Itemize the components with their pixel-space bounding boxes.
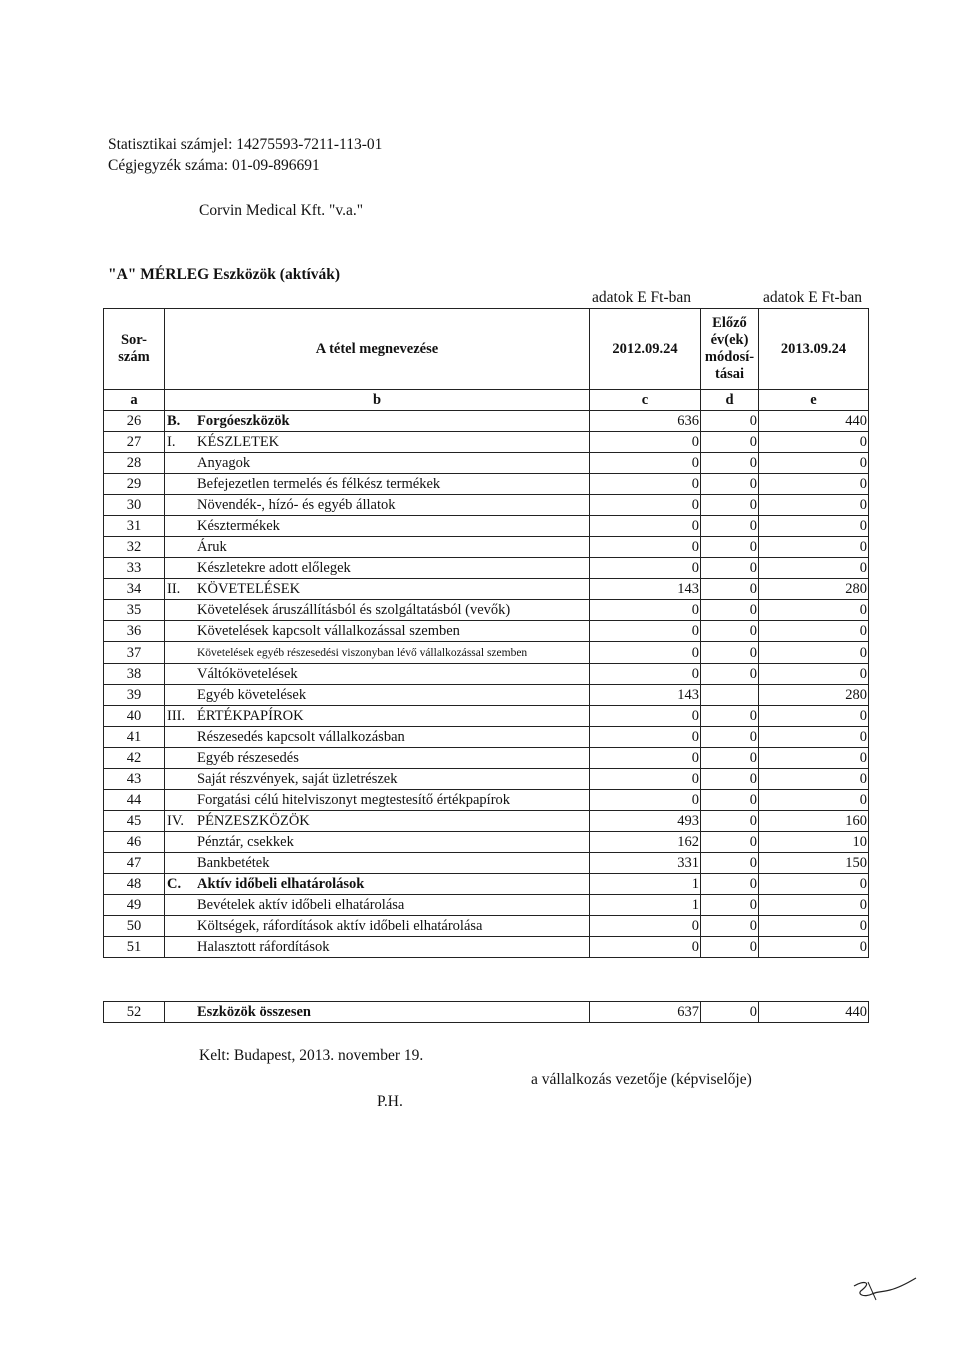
row-number: 29 bbox=[104, 474, 165, 495]
row-modification-value: 0 bbox=[701, 411, 759, 432]
row-modification-value: 0 bbox=[701, 811, 759, 832]
row-label bbox=[165, 937, 590, 958]
total-table bbox=[103, 1001, 869, 1023]
row-current-value: 0 bbox=[759, 474, 869, 495]
row-label-text: Növendék-, hízó- és egyéb állatok bbox=[197, 497, 396, 513]
row-number: 27 bbox=[104, 432, 165, 453]
row-number: 43 bbox=[104, 769, 165, 790]
row-label bbox=[165, 558, 590, 579]
row-current-value: 0 bbox=[759, 790, 869, 811]
row-prev-value: 0 bbox=[590, 621, 701, 642]
row-label bbox=[165, 642, 590, 664]
row-current-value: 0 bbox=[759, 642, 869, 664]
company-registration-number: Cégjegyzék száma: 01-09-896691 bbox=[108, 157, 320, 174]
row-number: 40 bbox=[104, 706, 165, 727]
row-modification-value: 0 bbox=[701, 790, 759, 811]
row-number: 45 bbox=[104, 811, 165, 832]
table-row bbox=[104, 685, 869, 706]
row-label-text: Váltókövetelések bbox=[197, 666, 298, 682]
table-row bbox=[104, 432, 869, 453]
row-modification-value: 0 bbox=[701, 895, 759, 916]
row-current-value: 0 bbox=[759, 537, 869, 558]
row-number: 33 bbox=[104, 558, 165, 579]
row-number: 48 bbox=[104, 874, 165, 895]
table-row bbox=[104, 664, 869, 685]
row-label bbox=[165, 579, 590, 600]
row-modification-value: 0 bbox=[701, 748, 759, 769]
row-label-text: Befejezetlen termelés és félkész termékek bbox=[197, 476, 441, 492]
col-header-sorszam: Sor- szám bbox=[104, 309, 165, 390]
total-row-prev: 637 bbox=[590, 1002, 701, 1023]
row-prev-value: 0 bbox=[590, 727, 701, 748]
row-label-text: KÉSZLETEK bbox=[197, 434, 280, 450]
row-current-value: 160 bbox=[759, 811, 869, 832]
balance-sheet-rows bbox=[104, 411, 869, 958]
row-label bbox=[165, 621, 590, 642]
row-label-text: Forgóeszközök bbox=[197, 413, 290, 429]
table-row bbox=[104, 790, 869, 811]
row-prefix: III. bbox=[167, 708, 186, 724]
col-header-modifications: Előző év(ek) módosí- tásai bbox=[701, 309, 759, 390]
row-prefix: II. bbox=[167, 581, 181, 597]
row-label bbox=[165, 790, 590, 811]
row-modification-value: 0 bbox=[701, 537, 759, 558]
row-prev-value: 0 bbox=[590, 495, 701, 516]
row-number: 42 bbox=[104, 748, 165, 769]
row-number: 30 bbox=[104, 495, 165, 516]
row-label bbox=[165, 706, 590, 727]
table-row bbox=[104, 537, 869, 558]
table-row bbox=[104, 453, 869, 474]
row-number: 32 bbox=[104, 537, 165, 558]
total-row-curr: 440 bbox=[759, 1002, 869, 1023]
row-number: 49 bbox=[104, 895, 165, 916]
row-current-value: 0 bbox=[759, 516, 869, 537]
row-modification-value: 0 bbox=[701, 853, 759, 874]
row-label-text: Halasztott ráfordítások bbox=[197, 939, 330, 955]
row-label-text: Anyagok bbox=[197, 455, 251, 471]
row-label bbox=[165, 727, 590, 748]
row-current-value: 280 bbox=[759, 685, 869, 706]
row-label bbox=[165, 916, 590, 937]
total-row bbox=[104, 1002, 869, 1023]
row-label-text: Áruk bbox=[197, 539, 227, 555]
table-row bbox=[104, 853, 869, 874]
row-number: 26 bbox=[104, 411, 165, 432]
row-modification-value: 0 bbox=[701, 516, 759, 537]
row-label-text: PÉNZESZKÖZÖK bbox=[197, 813, 310, 829]
row-label-text: Késztermékek bbox=[197, 518, 280, 534]
row-label-text: Követelések kapcsolt vállalkozással szemben bbox=[197, 623, 460, 639]
unit-label-right: adatok E Ft-ban bbox=[763, 289, 863, 306]
row-prev-value: 143 bbox=[590, 579, 701, 600]
row-current-value: 0 bbox=[759, 621, 869, 642]
row-label-text: Forgatási célú hitelviszonyt megtestesítő értékpapírok bbox=[197, 792, 511, 808]
row-label-text: Egyéb követelések bbox=[197, 687, 307, 703]
table-row bbox=[104, 642, 869, 664]
unit-label-left: adatok E Ft-ban bbox=[592, 289, 692, 306]
row-label bbox=[165, 453, 590, 474]
row-label-text: KÖVETELÉSEK bbox=[197, 581, 301, 597]
row-prefix: C. bbox=[167, 876, 182, 892]
row-prefix: I. bbox=[167, 434, 176, 450]
row-prev-value: 493 bbox=[590, 811, 701, 832]
row-current-value: 0 bbox=[759, 895, 869, 916]
row-prev-value: 0 bbox=[590, 432, 701, 453]
total-row-number: 52 bbox=[104, 1002, 165, 1023]
col-code-d: d bbox=[701, 390, 759, 411]
row-prev-value: 0 bbox=[590, 916, 701, 937]
row-number: 50 bbox=[104, 916, 165, 937]
row-label bbox=[165, 853, 590, 874]
row-current-value: 280 bbox=[759, 579, 869, 600]
row-label-text: Követelések egyéb részesedési viszonyban lévő vállalkozással szemben bbox=[197, 647, 528, 659]
row-prev-value: 0 bbox=[590, 769, 701, 790]
total-row-mod: 0 bbox=[701, 1002, 759, 1023]
row-current-value: 0 bbox=[759, 664, 869, 685]
row-number: 46 bbox=[104, 832, 165, 853]
row-label bbox=[165, 874, 590, 895]
row-label bbox=[165, 474, 590, 495]
col-header-name: A tétel megnevezése bbox=[165, 309, 590, 390]
table-row bbox=[104, 937, 869, 958]
row-modification-value: 0 bbox=[701, 937, 759, 958]
row-prev-value: 331 bbox=[590, 853, 701, 874]
table-row bbox=[104, 874, 869, 895]
row-label-text: Bevételek aktív időbeli elhatárolása bbox=[197, 897, 405, 913]
row-current-value: 0 bbox=[759, 495, 869, 516]
row-prev-value: 0 bbox=[590, 558, 701, 579]
row-current-value: 0 bbox=[759, 769, 869, 790]
row-label bbox=[165, 537, 590, 558]
table-row bbox=[104, 811, 869, 832]
row-current-value: 10 bbox=[759, 832, 869, 853]
row-label bbox=[165, 495, 590, 516]
row-label bbox=[165, 411, 590, 432]
row-prev-value: 162 bbox=[590, 832, 701, 853]
row-label-text: ÉRTÉKPAPÍROK bbox=[197, 708, 304, 724]
row-prev-value: 0 bbox=[590, 748, 701, 769]
row-number: 41 bbox=[104, 727, 165, 748]
row-modification-value: 0 bbox=[701, 642, 759, 664]
row-modification-value: 0 bbox=[701, 621, 759, 642]
representative-label: a vállalkozás vezetője (képviselője) bbox=[531, 1071, 752, 1088]
row-modification-value: 0 bbox=[701, 664, 759, 685]
col-code-b: b bbox=[165, 390, 590, 411]
table-row bbox=[104, 600, 869, 621]
row-number: 47 bbox=[104, 853, 165, 874]
balance-sheet-table bbox=[103, 308, 869, 958]
table-row bbox=[104, 895, 869, 916]
table-row bbox=[104, 411, 869, 432]
row-number: 51 bbox=[104, 937, 165, 958]
table-row bbox=[104, 579, 869, 600]
row-label bbox=[165, 895, 590, 916]
row-modification-value: 0 bbox=[701, 706, 759, 727]
row-modification-value: 0 bbox=[701, 558, 759, 579]
signature-mark bbox=[850, 1272, 920, 1312]
table-row bbox=[104, 832, 869, 853]
row-number: 39 bbox=[104, 685, 165, 706]
table-row bbox=[104, 516, 869, 537]
row-current-value: 0 bbox=[759, 727, 869, 748]
row-number: 28 bbox=[104, 453, 165, 474]
row-current-value: 0 bbox=[759, 706, 869, 727]
place-and-date: Kelt: Budapest, 2013. november 19. bbox=[199, 1047, 424, 1064]
row-number: 31 bbox=[104, 516, 165, 537]
row-label bbox=[165, 685, 590, 706]
row-current-value: 0 bbox=[759, 453, 869, 474]
col-header-prev-date: 2012.09.24 bbox=[590, 309, 701, 390]
row-modification-value: 0 bbox=[701, 769, 759, 790]
company-name: Corvin Medical Kft. "v.a." bbox=[199, 202, 364, 219]
row-current-value: 0 bbox=[759, 748, 869, 769]
row-modification-value: 0 bbox=[701, 832, 759, 853]
row-modification-value: 0 bbox=[701, 495, 759, 516]
row-number: 38 bbox=[104, 664, 165, 685]
ph-stamp-label: P.H. bbox=[377, 1093, 403, 1110]
column-code-row bbox=[104, 390, 869, 411]
table-row bbox=[104, 748, 869, 769]
row-label-text: Pénztár, csekkek bbox=[197, 834, 294, 850]
row-number: 36 bbox=[104, 621, 165, 642]
row-prev-value: 0 bbox=[590, 790, 701, 811]
row-current-value: 0 bbox=[759, 558, 869, 579]
row-modification-value: 0 bbox=[701, 432, 759, 453]
table-row bbox=[104, 706, 869, 727]
table-row bbox=[104, 727, 869, 748]
row-label bbox=[165, 516, 590, 537]
row-modification-value: 0 bbox=[701, 474, 759, 495]
row-prev-value: 1 bbox=[590, 895, 701, 916]
row-current-value: 0 bbox=[759, 432, 869, 453]
row-label bbox=[165, 811, 590, 832]
row-current-value: 440 bbox=[759, 411, 869, 432]
total-row-label: Eszközök összesen bbox=[165, 1002, 590, 1023]
row-label-text: Részesedés kapcsolt vállalkozásban bbox=[197, 729, 405, 745]
table-row bbox=[104, 769, 869, 790]
row-prev-value: 0 bbox=[590, 664, 701, 685]
row-label-text: Költségek, ráfordítások aktív időbeli elhatárolása bbox=[197, 918, 483, 934]
row-current-value: 0 bbox=[759, 874, 869, 895]
table-row bbox=[104, 621, 869, 642]
row-modification-value bbox=[701, 685, 759, 706]
table-row bbox=[104, 558, 869, 579]
row-prev-value: 0 bbox=[590, 937, 701, 958]
table-row bbox=[104, 916, 869, 937]
col-code-c: c bbox=[590, 390, 701, 411]
row-modification-value: 0 bbox=[701, 874, 759, 895]
row-prev-value: 1 bbox=[590, 874, 701, 895]
row-prev-value: 0 bbox=[590, 642, 701, 664]
row-label-text: Követelések áruszállításból és szolgáltatásból (vevők) bbox=[197, 602, 511, 618]
row-label-text: Bankbetétek bbox=[197, 855, 270, 871]
row-label bbox=[165, 748, 590, 769]
row-label bbox=[165, 832, 590, 853]
row-label bbox=[165, 600, 590, 621]
row-current-value: 0 bbox=[759, 916, 869, 937]
row-prefix: B. bbox=[167, 413, 181, 429]
table-row bbox=[104, 495, 869, 516]
row-modification-value: 0 bbox=[701, 579, 759, 600]
row-number: 37 bbox=[104, 642, 165, 664]
statistical-number: Statisztikai számjel: 14275593-7211-113-01 bbox=[108, 136, 383, 153]
col-code-a: a bbox=[104, 390, 165, 411]
row-label-text: Aktív időbeli elhatárolások bbox=[197, 876, 365, 892]
row-prev-value: 0 bbox=[590, 537, 701, 558]
row-number: 44 bbox=[104, 790, 165, 811]
row-label bbox=[165, 664, 590, 685]
row-prev-value: 0 bbox=[590, 516, 701, 537]
row-number: 34 bbox=[104, 579, 165, 600]
row-current-value: 0 bbox=[759, 600, 869, 621]
row-label bbox=[165, 769, 590, 790]
row-modification-value: 0 bbox=[701, 453, 759, 474]
table-row bbox=[104, 474, 869, 495]
row-prev-value: 0 bbox=[590, 474, 701, 495]
row-prefix: IV. bbox=[167, 813, 185, 829]
row-modification-value: 0 bbox=[701, 600, 759, 621]
row-prev-value: 0 bbox=[590, 600, 701, 621]
header-row bbox=[104, 309, 869, 390]
row-prev-value: 0 bbox=[590, 453, 701, 474]
row-label-text: Egyéb részesedés bbox=[197, 750, 299, 766]
row-modification-value: 0 bbox=[701, 727, 759, 748]
col-code-e: e bbox=[759, 390, 869, 411]
col-header-curr-date: 2013.09.24 bbox=[759, 309, 869, 390]
row-prev-value: 0 bbox=[590, 706, 701, 727]
row-label bbox=[165, 432, 590, 453]
row-prev-value: 636 bbox=[590, 411, 701, 432]
row-number: 35 bbox=[104, 600, 165, 621]
report-title: "A" MÉRLEG Eszközök (aktívák) bbox=[108, 266, 341, 283]
row-prev-value: 143 bbox=[590, 685, 701, 706]
row-current-value: 0 bbox=[759, 937, 869, 958]
row-label-text: Készletekre adott előlegek bbox=[197, 560, 351, 576]
row-modification-value: 0 bbox=[701, 916, 759, 937]
row-current-value: 150 bbox=[759, 853, 869, 874]
row-label-text: Saját részvények, saját üzletrészek bbox=[197, 771, 398, 787]
